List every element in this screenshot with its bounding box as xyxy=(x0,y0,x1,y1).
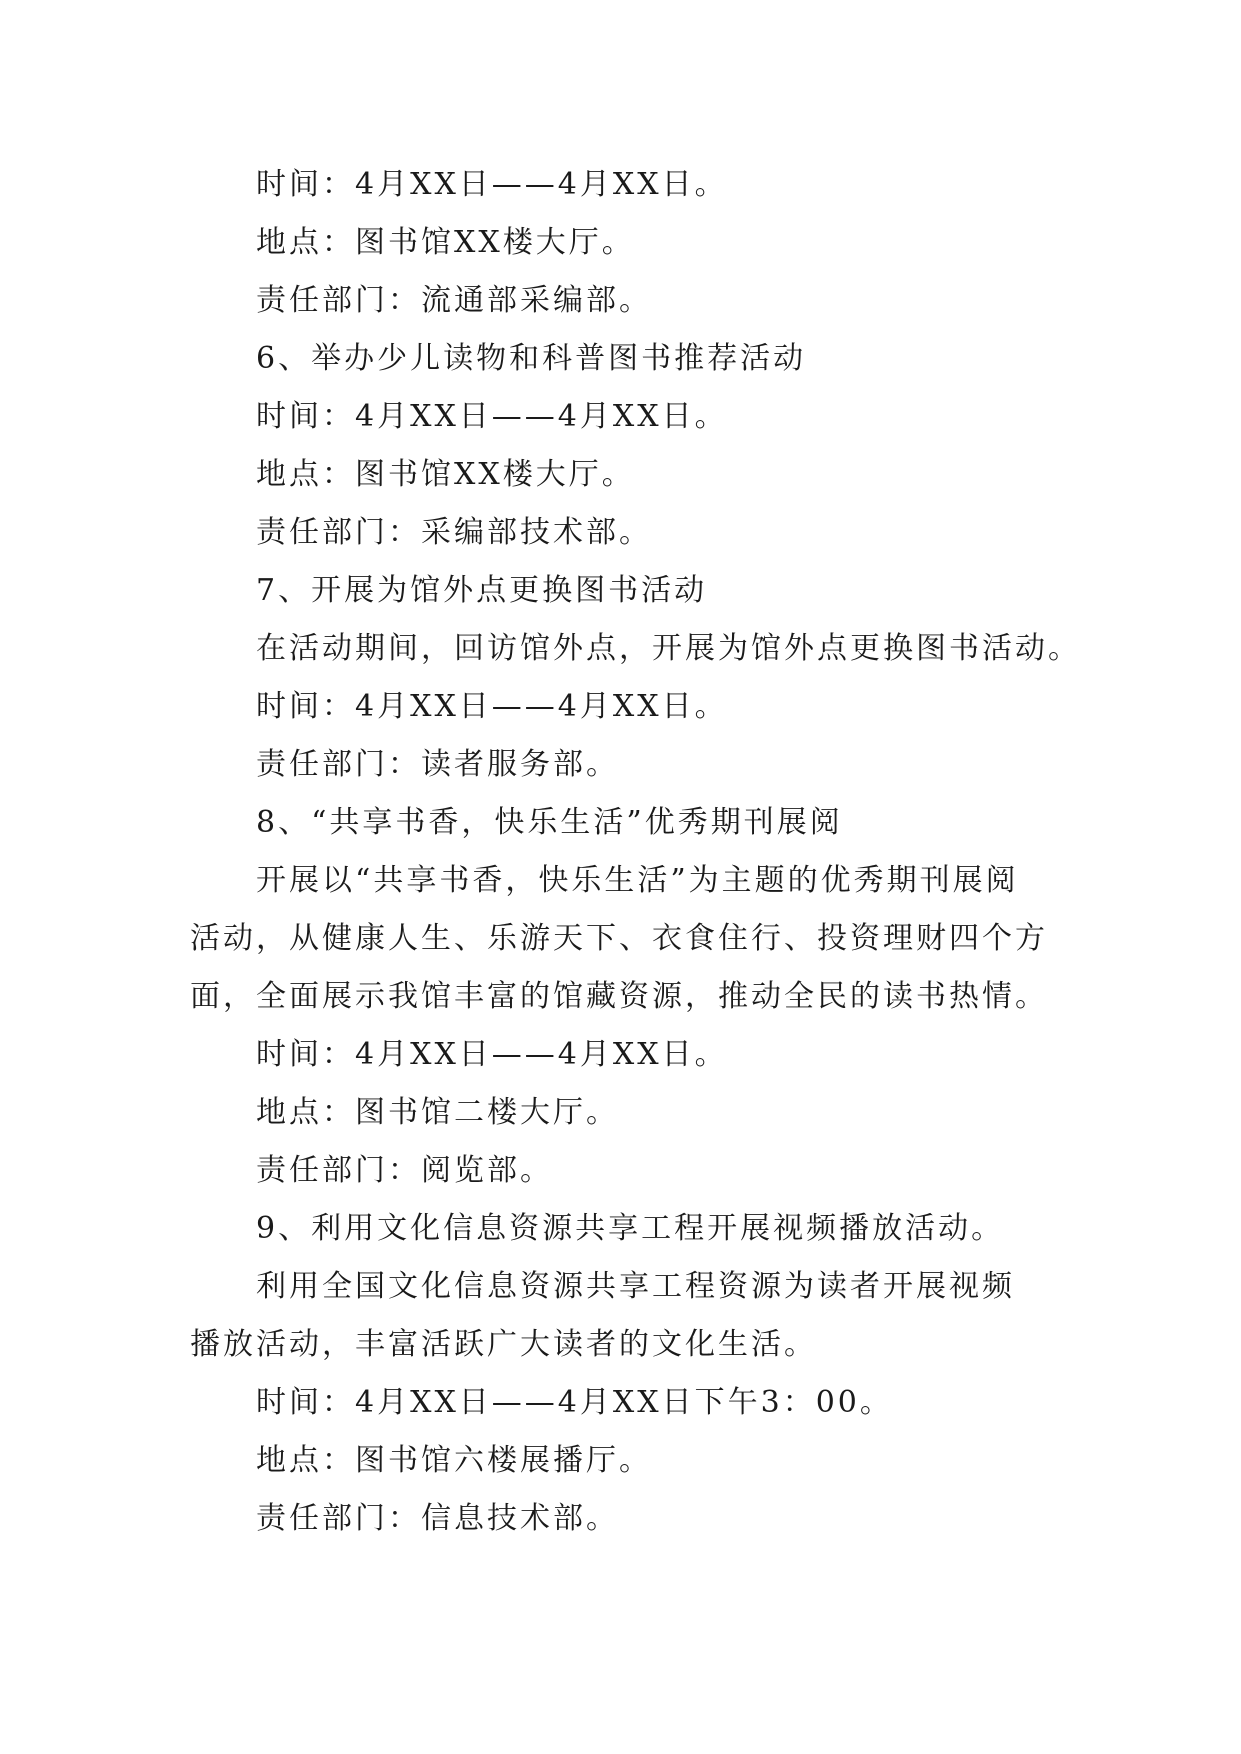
paragraph-body-9-line-2: 播放活动，丰富活跃广大读者的文化生活。 xyxy=(190,1327,817,1362)
paragraph-body-7: 在活动期间，回访馆外点，开展为馆外点更换图书活动。 xyxy=(256,631,1081,666)
paragraph-location-8: 地点：图书馆二楼大厅。 xyxy=(256,1095,619,1130)
section-heading-6: 6、举办少儿读物和科普图书推荐活动 xyxy=(256,341,807,376)
paragraph-body-8-line-1: 开展以“共享书香，快乐生活”为主题的优秀期刊展阅 xyxy=(256,863,1019,898)
paragraph-department-9: 责任部门：信息技术部。 xyxy=(256,1501,619,1536)
paragraph-department-7: 责任部门：读者服务部。 xyxy=(256,747,619,782)
paragraph-time-1: 时间：4月XX日——4月XX日。 xyxy=(256,167,728,202)
paragraph-time-9: 时间：4月XX日——4月XX日下午3：00。 xyxy=(256,1385,893,1420)
section-heading-7: 7、开展为馆外点更换图书活动 xyxy=(256,573,708,608)
paragraph-location-9: 地点：图书馆六楼展播厅。 xyxy=(256,1443,652,1478)
paragraph-body-8-line-3: 面，全面展示我馆丰富的馆藏资源，推动全民的读书热情。 xyxy=(190,979,1048,1014)
paragraph-location-6: 地点：图书馆XX楼大厅。 xyxy=(256,457,635,492)
paragraph-body-9-line-1: 利用全国文化信息资源共享工程资源为读者开展视频 xyxy=(256,1269,1015,1304)
section-heading-8: 8、“共享书香，快乐生活”优秀期刊展阅 xyxy=(256,805,843,840)
section-heading-9: 9、利用文化信息资源共享工程开展视频播放活动。 xyxy=(256,1211,1005,1246)
paragraph-location-1: 地点：图书馆XX楼大厅。 xyxy=(256,225,635,260)
paragraph-department-8: 责任部门：阅览部。 xyxy=(256,1153,553,1188)
paragraph-time-7: 时间：4月XX日——4月XX日。 xyxy=(256,689,728,724)
paragraph-time-6: 时间：4月XX日——4月XX日。 xyxy=(256,399,728,434)
paragraph-body-8-line-2: 活动，从健康人生、乐游天下、衣食住行、投资理财四个方 xyxy=(190,921,1048,956)
paragraph-department-6: 责任部门：采编部技术部。 xyxy=(256,515,652,550)
paragraph-department-1: 责任部门：流通部采编部。 xyxy=(256,283,652,318)
paragraph-time-8: 时间：4月XX日——4月XX日。 xyxy=(256,1037,728,1072)
